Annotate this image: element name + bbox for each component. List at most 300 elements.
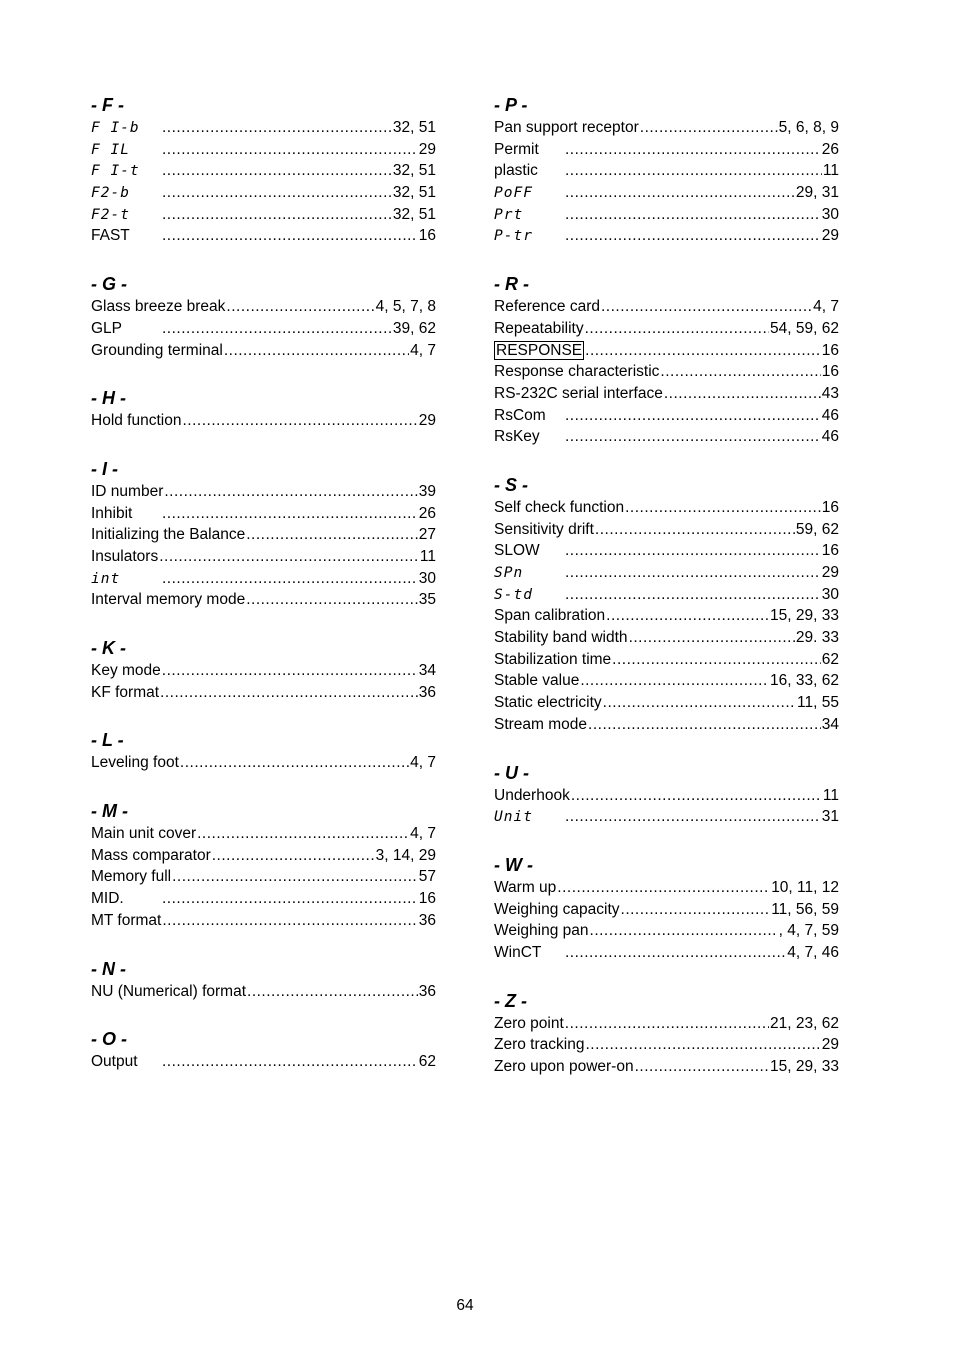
page-references: 54, 59, 62	[770, 319, 839, 337]
index-entry	[91, 568, 436, 590]
section-letter-heading: - G -	[91, 274, 127, 295]
index-entry	[91, 682, 436, 704]
index-term	[91, 660, 161, 682]
index-section	[494, 991, 839, 1078]
leader-dots	[640, 117, 778, 139]
index-entry	[494, 942, 839, 964]
index-term-text: F2-t	[91, 206, 130, 223]
index-term	[494, 160, 564, 182]
index-term-text: Initializing the Balance	[91, 526, 246, 544]
index-entry	[91, 160, 436, 182]
index-term-text: RsKey	[494, 428, 540, 446]
leader-dots	[197, 823, 409, 845]
page-references: 36	[418, 911, 436, 929]
index-term	[91, 866, 171, 888]
leader-dots	[625, 497, 821, 519]
leader-dots	[565, 204, 821, 226]
index-term	[494, 585, 564, 607]
index-entry	[494, 117, 839, 139]
page-references: 16	[821, 498, 839, 516]
index-term-text: Zero upon power-on	[494, 1058, 634, 1075]
index-term	[494, 670, 579, 692]
index-term	[91, 845, 211, 867]
leader-dots	[565, 160, 822, 182]
index-entry	[494, 1013, 839, 1035]
index-term	[494, 540, 564, 562]
leader-dots	[621, 899, 771, 921]
index-term	[494, 405, 564, 427]
index-term	[494, 899, 620, 921]
page-references: 26	[821, 140, 839, 158]
index-section	[91, 801, 436, 931]
index-term	[494, 139, 564, 161]
section-letter-heading: - W -	[494, 854, 533, 875]
page-references: 21, 23, 62	[770, 1014, 839, 1032]
index-term-text: Hold function	[91, 412, 182, 430]
page-references: 4, 7	[410, 341, 436, 359]
index-term	[494, 920, 589, 942]
page-references: 29	[821, 1036, 839, 1054]
index-entry	[91, 823, 436, 845]
section-letter-heading: - P -	[494, 95, 528, 115]
index-term-text: Weighing pan	[494, 922, 589, 940]
index-term	[91, 118, 161, 140]
index-term-text: RS-232C serial interface	[494, 384, 663, 402]
leader-dots	[180, 752, 409, 774]
page-references: 11	[822, 162, 839, 180]
index-term	[494, 1056, 634, 1078]
index-entry	[494, 182, 839, 204]
index-term-text: int	[91, 570, 121, 587]
index-term	[494, 361, 659, 383]
index-term	[494, 519, 594, 541]
leader-dots	[585, 1034, 820, 1056]
leader-dots	[635, 1056, 769, 1078]
index-entry	[494, 318, 839, 340]
index-entry	[494, 225, 839, 247]
page-references: 36	[418, 982, 436, 1000]
page-references: 46	[821, 406, 839, 424]
index-entry	[91, 660, 436, 682]
leader-dots	[162, 160, 392, 182]
index-term	[494, 785, 570, 807]
index-entry	[91, 546, 436, 568]
leader-dots	[162, 225, 418, 247]
leader-dots	[162, 1051, 418, 1073]
index-entry	[91, 752, 436, 774]
index-entry	[494, 649, 839, 671]
page-references: 35	[418, 591, 436, 609]
index-term-text: Main unit cover	[91, 825, 197, 843]
leader-dots	[571, 785, 822, 807]
index-term	[494, 877, 556, 899]
index-term-text: Span calibration	[494, 607, 606, 625]
leader-dots	[162, 117, 392, 139]
index-term-text: Stream mode	[494, 715, 588, 733]
index-term	[494, 296, 600, 318]
index-entry	[91, 503, 436, 525]
section-letter-heading: - L -	[91, 730, 124, 751]
index-term-text: Memory full	[91, 868, 172, 886]
index-entry	[494, 899, 839, 921]
leader-dots	[565, 426, 821, 448]
index-term	[494, 714, 587, 736]
leader-dots	[164, 481, 417, 503]
index-term-text: F2-b	[91, 185, 130, 202]
leader-dots	[246, 524, 418, 546]
index-entry	[91, 340, 436, 362]
index-column-right	[494, 95, 839, 1105]
leader-dots	[565, 182, 795, 204]
index-term	[494, 605, 605, 627]
index-term	[91, 225, 161, 247]
index-term-text: Mass comparator	[91, 846, 211, 864]
index-term-text: Repeatability	[494, 319, 584, 337]
page-references: 15, 29, 33	[770, 607, 839, 625]
index-term	[91, 888, 161, 910]
index-entry	[91, 524, 436, 546]
page-references: 30	[418, 569, 436, 587]
index-term-text: MT format	[91, 911, 162, 929]
leader-dots	[629, 627, 795, 649]
leader-dots	[159, 546, 419, 568]
index-term	[91, 296, 225, 318]
leader-dots	[595, 519, 795, 541]
section-letter-heading: - N -	[91, 958, 126, 979]
index-term	[494, 497, 624, 519]
index-term	[494, 383, 663, 405]
leader-dots	[565, 942, 786, 964]
index-section	[494, 855, 839, 964]
page-references: 39, 62	[392, 319, 436, 337]
leader-dots	[162, 204, 392, 226]
index-entry	[91, 182, 436, 204]
index-term-text: Key mode	[91, 662, 161, 679]
page-references: 16	[418, 227, 436, 245]
index-entry	[494, 670, 839, 692]
index-term-text: Permit	[494, 140, 539, 158]
index-term	[494, 942, 564, 964]
index-term-text: GLP	[91, 319, 123, 337]
index-section	[91, 459, 436, 611]
page-references: 62	[821, 650, 839, 668]
index-entry	[91, 866, 436, 888]
index-section	[91, 274, 436, 361]
index-section	[91, 638, 436, 703]
index-term	[91, 318, 161, 340]
leader-dots	[565, 584, 821, 606]
leader-dots	[246, 589, 418, 611]
index-term-text: Reference card	[494, 298, 600, 316]
index-entry	[91, 1051, 436, 1073]
leader-dots	[612, 649, 821, 671]
index-term-text: Prt	[494, 206, 524, 223]
index-term	[494, 692, 602, 714]
leader-dots	[162, 910, 417, 932]
index-term	[91, 823, 196, 845]
index-entry	[494, 540, 839, 562]
index-term-text: Leveling foot	[91, 754, 179, 772]
index-term-text: Stable value	[494, 672, 580, 690]
page-references: 11, 56, 59	[771, 900, 839, 918]
index-term	[91, 546, 158, 568]
leader-dots	[585, 340, 821, 362]
section-letter-heading: - M -	[91, 801, 128, 822]
index-entry	[494, 920, 839, 942]
index-section	[91, 388, 436, 432]
page-references: 16, 33, 62	[770, 672, 839, 690]
index-term	[91, 481, 163, 503]
page-references: 32, 51	[392, 162, 436, 180]
index-term	[91, 682, 159, 704]
page-references: 16	[821, 542, 839, 560]
index-term	[91, 910, 161, 932]
index-term-text: Static electricity	[494, 694, 602, 712]
page-references: 34	[821, 715, 839, 733]
leader-dots	[160, 682, 418, 704]
index-term-text: Output	[91, 1053, 138, 1071]
page-references: 4, 7	[410, 825, 436, 843]
leader-dots	[182, 410, 417, 432]
page-references: 29	[821, 227, 839, 245]
index-term-text: Pan support receptor	[494, 119, 639, 136]
index-term-text: plastic	[494, 162, 538, 180]
index-entry	[494, 361, 839, 383]
index-term-text: Inhibit	[91, 504, 133, 522]
index-term	[91, 205, 161, 227]
index-entry	[494, 605, 839, 627]
leader-dots	[162, 568, 418, 590]
page-references: 43	[821, 384, 839, 402]
index-term	[91, 569, 161, 591]
index-term-text: Insulators	[91, 547, 159, 565]
index-entry	[494, 1034, 839, 1056]
index-term	[494, 627, 628, 649]
index-term	[494, 318, 584, 340]
index-term	[91, 140, 161, 162]
index-entry	[91, 589, 436, 611]
index-term-text: F I-b	[91, 120, 140, 136]
index-entry	[91, 888, 436, 910]
leader-dots	[162, 660, 418, 682]
index-term	[494, 563, 564, 585]
page-references: 32, 51	[392, 184, 436, 202]
index-term-text: PoFF	[494, 185, 533, 202]
index-entry	[494, 204, 839, 226]
page-references: 11	[419, 547, 436, 565]
index-entry	[494, 296, 839, 318]
index-entry	[494, 497, 839, 519]
index-entry	[91, 225, 436, 247]
leader-dots	[162, 888, 418, 910]
index-term	[494, 117, 639, 139]
page-references: 29, 31	[795, 184, 839, 202]
page-references: 34	[418, 662, 436, 679]
index-entry	[91, 117, 436, 139]
page-references: 39	[418, 482, 436, 500]
index-term-text: Interval memory mode	[91, 591, 246, 609]
index-section	[91, 1029, 436, 1073]
index-term-text: Zero tracking	[494, 1036, 585, 1054]
index-entry	[91, 296, 436, 318]
index-term-text: P-tr	[494, 228, 533, 245]
leader-dots	[590, 920, 778, 942]
index-entry	[494, 160, 839, 182]
section-letter-heading: - H -	[91, 388, 126, 409]
index-term-text: Zero point	[494, 1014, 564, 1032]
index-entry	[91, 204, 436, 226]
index-entry	[494, 383, 839, 405]
index-term-text: Grounding terminal	[91, 341, 223, 359]
index-term-text: NU (Numerical) format	[91, 982, 247, 1000]
index-entry	[91, 410, 436, 432]
page-references: 11	[822, 786, 839, 804]
index-entry	[91, 318, 436, 340]
index-term	[91, 589, 245, 611]
leader-dots	[585, 318, 769, 340]
index-term-text: S-td	[494, 586, 533, 603]
index-term	[494, 807, 564, 829]
leader-dots	[565, 1013, 769, 1035]
index-term-text: RESPONSE	[496, 341, 583, 359]
section-letter-heading: - Z -	[494, 990, 527, 1011]
leader-dots	[212, 845, 375, 867]
page-references: 5, 6, 8, 9	[778, 119, 839, 136]
index-entry	[494, 627, 839, 649]
index-term-text: ID number	[91, 482, 164, 500]
index-entry	[494, 1056, 839, 1078]
index-section	[91, 95, 436, 247]
leader-dots	[565, 405, 821, 427]
leader-dots	[580, 670, 769, 692]
index-term	[91, 503, 161, 525]
index-term	[494, 649, 611, 671]
index-entry	[494, 519, 839, 541]
index-term	[91, 161, 161, 183]
page-references: 4, 7	[410, 754, 436, 772]
index-entry	[91, 139, 436, 161]
index-term-text: Warm up	[494, 878, 557, 896]
index-entry	[494, 340, 839, 362]
index-term-text: KF format	[91, 683, 160, 701]
page-references: 46	[821, 428, 839, 446]
index-entry	[494, 785, 839, 807]
page-references: 29. 33	[795, 629, 839, 647]
page-references: 30	[821, 585, 839, 603]
index-term-text: Unit	[494, 809, 533, 826]
index-term-text: Stability band width	[494, 629, 628, 647]
leader-dots	[565, 562, 821, 584]
page-references: 62	[418, 1053, 436, 1071]
leader-dots	[172, 866, 418, 888]
section-letter-heading: - S -	[494, 474, 528, 495]
index-term	[91, 410, 181, 432]
index-entry	[494, 714, 839, 736]
index-term-text: FAST	[91, 227, 130, 245]
page-references: 59, 62	[795, 520, 839, 538]
index-term	[91, 524, 245, 546]
page-number: 64	[456, 1297, 474, 1314]
index-term	[91, 752, 179, 774]
leader-dots	[162, 139, 418, 161]
index-term-text: Glass breeze break	[91, 298, 226, 316]
page-references: 29	[418, 412, 436, 430]
section-letter-heading: - I -	[91, 458, 118, 479]
leader-dots	[557, 877, 770, 899]
index-section	[91, 730, 436, 774]
page-references: 4, 5, 7, 8	[375, 298, 436, 316]
leader-dots	[162, 182, 392, 204]
page-references: 31	[821, 808, 839, 826]
page-references: 3, 14, 29	[375, 846, 436, 864]
index-term-text: SLOW	[494, 542, 540, 560]
leader-dots	[565, 139, 821, 161]
index-section	[91, 959, 436, 1003]
page-references: 36	[418, 683, 436, 701]
section-letter-heading: - F -	[91, 95, 124, 115]
index-section	[494, 274, 839, 448]
section-letter-heading: - K -	[91, 638, 126, 658]
index-entry	[494, 877, 839, 899]
index-section	[494, 475, 839, 736]
index-entry	[494, 426, 839, 448]
index-entry	[91, 981, 436, 1003]
page-references: , 4, 7, 59	[778, 922, 839, 940]
index-term	[494, 426, 564, 448]
index-entry	[91, 845, 436, 867]
page-references: 4, 7, 46	[787, 943, 839, 961]
leader-dots	[162, 318, 392, 340]
index-term-text: F IL	[91, 141, 130, 158]
index-term	[91, 981, 246, 1003]
leader-dots	[606, 605, 769, 627]
page-references: 10, 11, 12	[771, 878, 839, 896]
page-references: 57	[418, 868, 436, 886]
page-references: 11, 55	[797, 694, 839, 712]
index-term-text: Sensitivity drift	[494, 520, 594, 538]
index-term	[494, 226, 564, 248]
page-references: 4, 7	[813, 298, 839, 316]
page-references: 29	[821, 564, 839, 581]
section-letter-heading: - R -	[494, 274, 529, 295]
index-term-text: RsCom	[494, 406, 546, 424]
index-entry	[494, 405, 839, 427]
index-section	[494, 95, 839, 247]
index-term	[494, 183, 564, 205]
index-term-text: F I-t	[91, 163, 140, 180]
leader-dots	[664, 383, 821, 405]
index-term-text: WinCT	[494, 943, 542, 961]
page-references: 16	[821, 363, 839, 381]
index-section	[494, 763, 839, 828]
leader-dots	[603, 692, 796, 714]
page-references: 26	[418, 504, 436, 522]
leader-dots	[162, 503, 418, 525]
leader-dots	[247, 981, 418, 1003]
index-term-text: Stabilization time	[494, 650, 612, 668]
leader-dots	[565, 806, 821, 828]
leader-dots	[565, 540, 821, 562]
index-term-text: SPn	[494, 565, 524, 581]
index-entry	[91, 481, 436, 503]
index-term	[494, 205, 564, 227]
page-references: 30	[821, 205, 839, 223]
page-references: 16	[821, 341, 839, 359]
leader-dots	[660, 361, 820, 383]
section-letter-heading: - O -	[91, 1029, 127, 1050]
page-references: 16	[418, 890, 436, 908]
index-term-text: MID.	[91, 890, 124, 908]
